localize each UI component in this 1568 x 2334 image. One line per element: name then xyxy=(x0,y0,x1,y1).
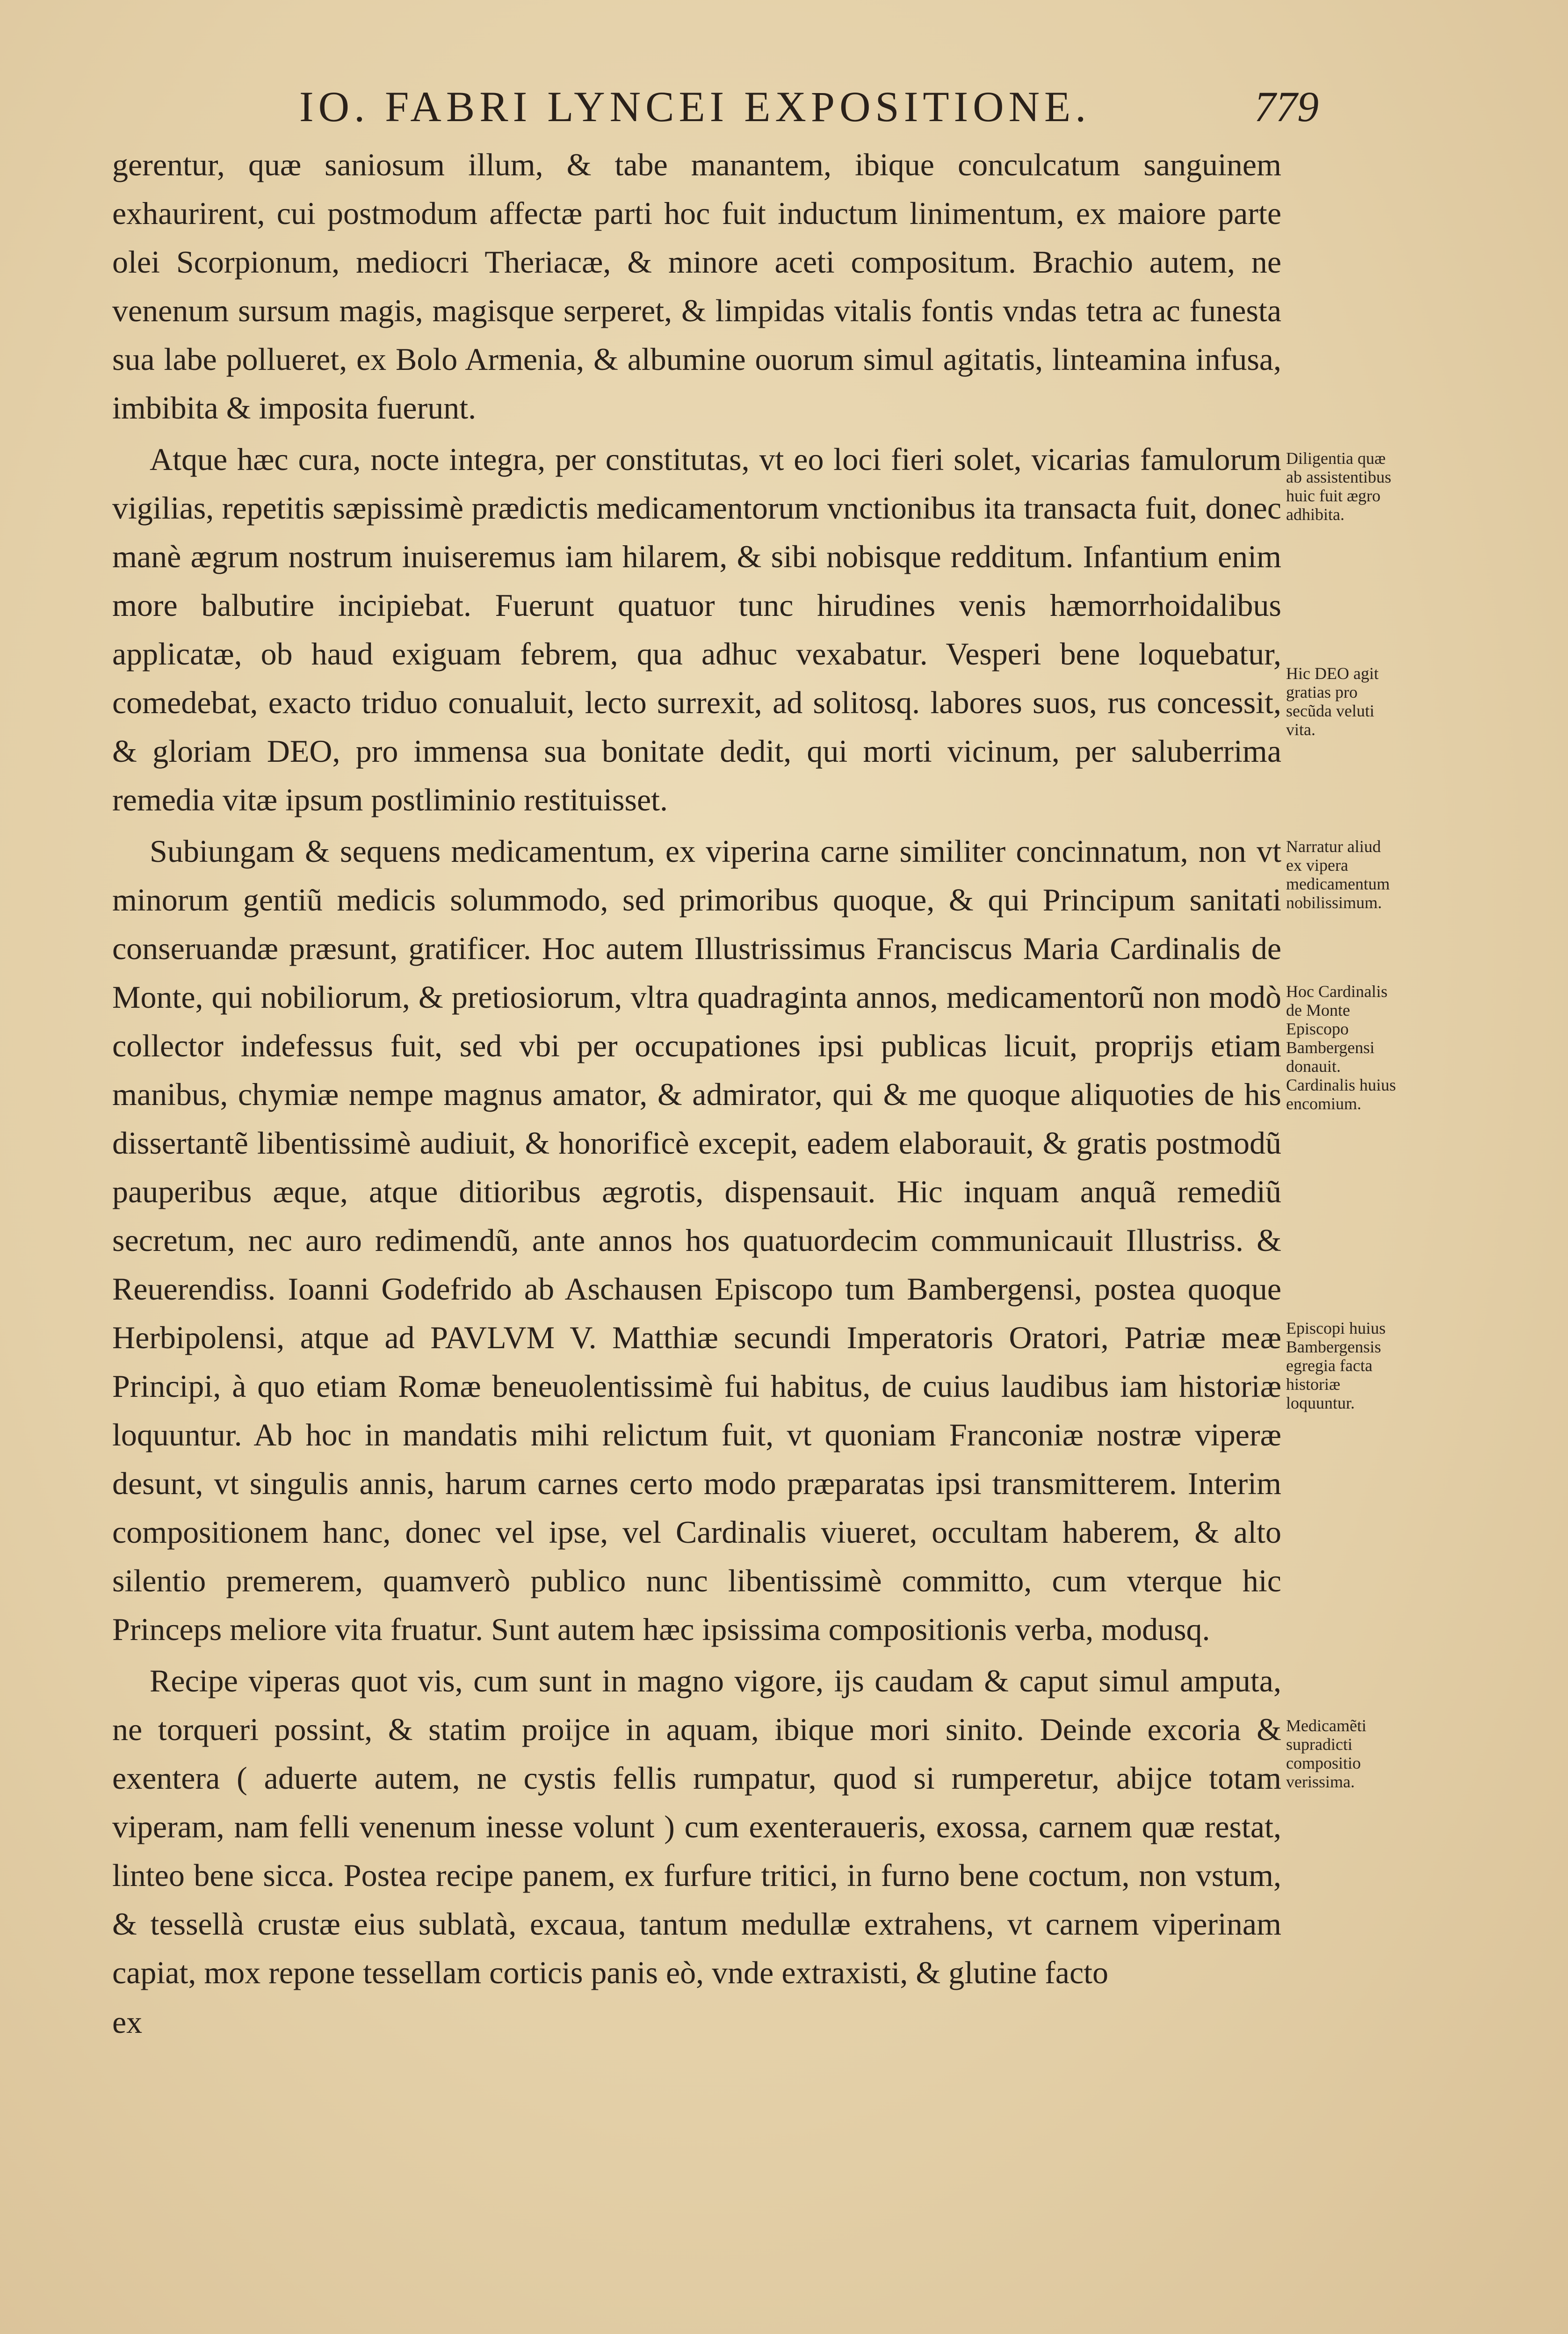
margin-note-medicamenti: Medicamẽti supradicti compositio verissima. xyxy=(1286,1716,1366,1791)
page-header xyxy=(299,82,1319,147)
paragraph-2: Atque hæc cura, nocte integra, per constitutas, vt eo loci fieri solet, vicarias famulorum vigilias, repetitis sæpissimè prædictis medicamentorum vnctionibus ita transacta fuit, donec manè ægrum nostrum inuiseremus iam hilarem, & sibi nobisque redditum. Infantium enim more balbutire incipiebat. Fuerunt quatuor tunc hirudines venis hæmorrhoidalibus applicatæ, ob haud exiguam febrem, qua adhuc vexabatur. Vesperi bene loquebatur, comedebat, exacto triduo conualuit, lecto surrexit, ad solitosq. labores suos, rus concessit, & gloriam DEO, pro immensa sua bonitate dedit, qui morti vicinum, per saluberrima remedia vitæ ipsum postliminio restituisset. xyxy=(112,441,1281,817)
page-number: 779 xyxy=(1254,83,1319,130)
margin-note-episcopi: Episcopi huius Bambergensis egregia facta historiæ loquuntur. xyxy=(1286,1319,1386,1412)
margin-note-diligentia: Diligentia quæ ab assistentibus huic fuit ægro adhibita. xyxy=(1286,449,1391,524)
catchword: ex xyxy=(112,2004,143,2040)
paragraph-3: Subiungam & sequens medicamentum, ex viperina carne similiter concinnatum, non vt minorum gentiũ medicis solummodo, sed primoribus quoque, & qui Principum sanitati conseruandæ præsunt, gratificer. Hoc autem Illustrissimus Franciscus Maria Cardinalis de Monte, qui nobiliorum, & pretiosiorum, vltra quadraginta annos, medicamentorũ non modò collector indefessus fuit, sed vbi per occupationes ipsi publicas licuit, proprijs etiam manibus, chymiæ nempe magnus amator, & admirator, qui & me quoque aliquoties de his dissertantẽ libentissimè audiuit, & honorificè excepit, eadem elaborauit, & gratis postmodũ pauperibus æque, atque ditioribus ægrotis, dispensauit. Hic inquam anquã remediũ secretum, nec auro redimendũ, ante annos hos quatuordecim communicauit Illustriss. & Reuerendiss. Ioanni Godefrido ab Aschausen Episcopo tum Bambergensi, postea quoque Herbipolensi, atque ad PAVLVM V. Matthiæ secundi Imperatoris Oratori, Patriæ meæ Principi, à quo etiam Romæ beneuolentissimè fui habitus, de cuius laudibus iam historiæ loquuntur. Ab hoc in mandatis mihi relictum fuit, vt quoniam Franconiæ nostræ viperæ desunt, vt singulis annis, harum carnes certo modo præparatas ipsi transmitterem. Interim compositionem hanc, donec vel ipse, vel Cardinalis viueret, occultam haberem, & alto silentio premerem, quamverò publico nunc libentissimè committo, cum vterque hic Princeps meliore vita fruatur. Sunt autem hæc ipsissima compositionis verba, modusq. xyxy=(112,833,1281,1647)
paragraph-4: Recipe viperas quot vis, cum sunt in magno vigore, ijs caudam & caput simul amputa, ne torqueri possint, & statim proijce in aquam, ibique mori sinito. Deinde excoria & exentera ( aduerte autem, ne cystis fellis rumpatur, quod si rumperetur, abijce totam viperam, nam felli venenum inesse volunt ) cum exenteraueris, exossa, carnem quæ restat, linteo bene sicca. Postea recipe panem, ex furfure tritici, in furno bene coctum, non vstum, & tessellà crustæ eius sublatà, excaua, tantum medullæ extrahens, vt carnem viperinam capiat, mox repone tessellam corticis panis eò, vnde extraxisti, & glutine facto xyxy=(112,1663,1281,1990)
main-text-column xyxy=(112,140,1281,2049)
paragraph-1: gerentur, quæ saniosum illum, & tabe manantem, ibique conculcatum sanguinem exhaurirent, cui postmodum affectæ parti hoc fuit inductum linimentum, ex maiore parte olei Scorpionum, mediocri Theriacæ, & minore aceti compositum. Brachio autem, ne venenum sursum magis, magisque serperet, & limpidas vitalis fontis vndas tetra ac funesta sua labe pollueret, ex Bolo Armenia, & albumine ouorum simul agitatis, linteamina infusa, imbibita & imposita fuerunt. xyxy=(112,147,1281,426)
margin-note-narratur: Narratur aliud ex vipera medicamentum nobilissimum. xyxy=(1286,837,1390,912)
running-head: IO. FABRI LYNCEI EXPOSITIONE. xyxy=(299,83,1091,130)
margin-notes xyxy=(1286,0,1398,2334)
margin-note-hoc-cardinalis: Hoc Cardinalis de Monte Episcopo Bambergensi donauit. Cardinalis huius encomium. xyxy=(1286,982,1396,1113)
margin-note-hic-deo: Hic DEO agit gratias pro secũda veluti vita. xyxy=(1286,664,1379,739)
